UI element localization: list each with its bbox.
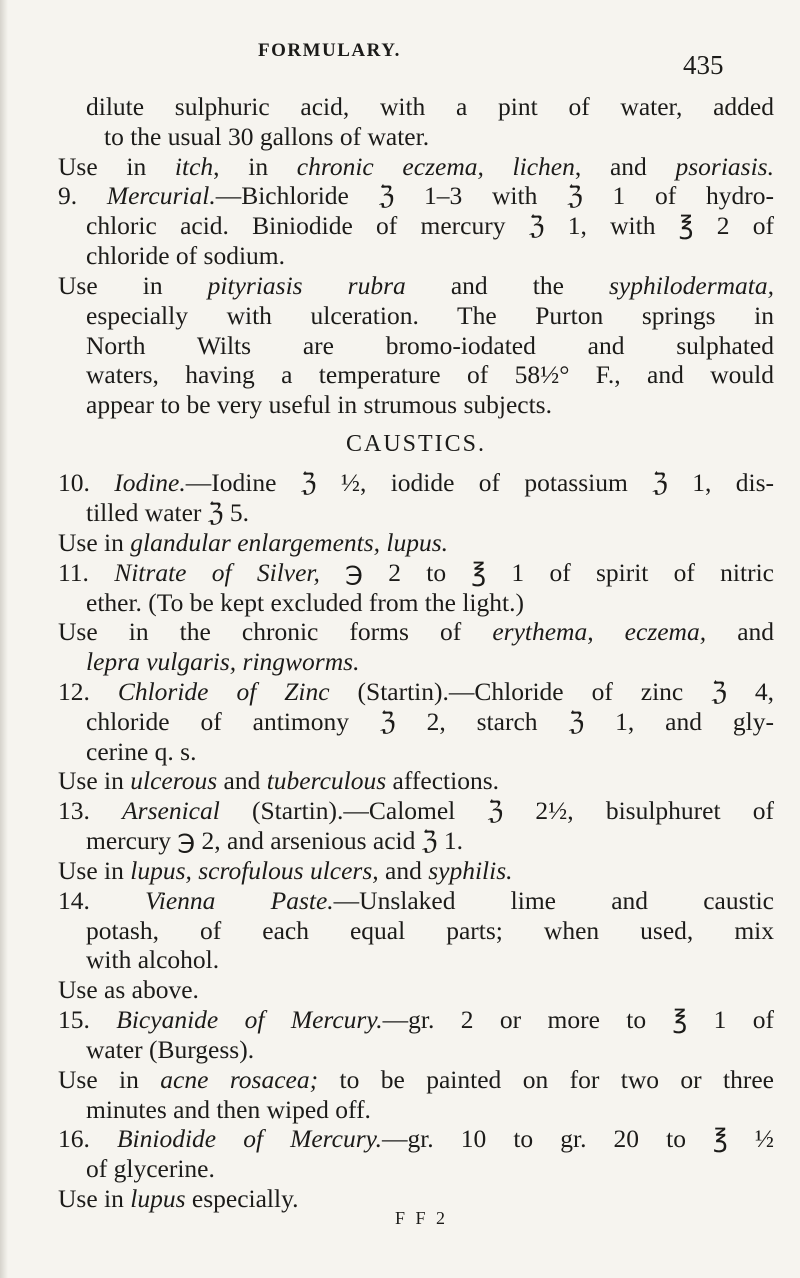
text-line: chloride of antimony ℨ 2, starch ℨ 1, and gly- <box>86 706 774 736</box>
text-line: ether. (To be kept excluded from the light.) <box>86 587 524 617</box>
text-line: North Wilts are bromo-iodated and sulphated <box>86 330 774 360</box>
usage-line: Use in lupus especially. <box>58 1184 299 1214</box>
text-line: tilled water ℨ 5. <box>86 498 249 528</box>
text-line: of glycerine. <box>86 1154 215 1184</box>
formula-entry-15: 15. Bicyanide of Mercury.—gr. 2 or more to ℥ 1 of <box>58 1005 774 1035</box>
text-line: potash, of each equal parts; when used, mix <box>86 915 774 945</box>
formula-entry-13: 13. Arsenical (Startin).—Calomel ℨ 2½, bisulphuret of <box>58 796 774 826</box>
text-line: chloride of sodium. <box>86 241 286 271</box>
usage-line: Use in itch, in chronic eczema, lichen, and psoriasis. <box>58 151 774 181</box>
text-line: dilute sulphuric acid, with a pint of water, added <box>86 92 774 121</box>
text-line: to the usual 30 gallons of water. <box>104 121 430 151</box>
usage-line: Use in lupus, scrofulous ulcers, and syphilis. <box>58 855 513 885</box>
text-line: cerine q. s. <box>86 736 197 766</box>
text-line: with alcohol. <box>86 945 220 975</box>
text-line: especially with ulceration. The Purton springs in <box>86 300 774 330</box>
usage-line: Use as above. <box>58 975 199 1005</box>
usage-line: Use in the chronic forms of erythema, eczema, and <box>58 617 775 647</box>
signature-mark: F F 2 <box>395 1208 449 1228</box>
page-gutter-shadow <box>0 0 8 1278</box>
text-line: minutes and then wiped off. <box>86 1094 371 1124</box>
usage-line: Use in glandular enlargements, lupus. <box>58 527 449 557</box>
text-line: appear to be very useful in strumous subjects. <box>86 390 552 420</box>
page-number: 435 <box>683 50 724 80</box>
body-text <box>58 92 774 1214</box>
formula-entry-16: 16. Biniodide of Mercury.—gr. 10 to gr. 20 to ℥ ½ <box>58 1124 774 1154</box>
formula-entry-10: 10. Iodine.—Iodine ℨ ½, iodide of potassium ℨ 1, dis- <box>58 468 774 498</box>
usage-line: Use in ulcerous and tuberculous affections. <box>58 766 499 796</box>
formula-entry-11: 11. Nitrate of Silver, ℈ 2 to ℥ 1 of spirit of nitric <box>58 557 775 587</box>
usage-line: Use in pityriasis rubra and the syphilodermata, <box>58 270 774 300</box>
text-line: lepra vulgaris, ringworms. <box>86 647 360 677</box>
formula-entry-12: 12. Chloride of Zinc (Startin).—Chloride of zinc ℨ 4, <box>58 676 774 706</box>
section-heading: CAUSTICS. <box>345 431 487 458</box>
text-line: water (Burgess). <box>86 1034 255 1064</box>
formula-entry-9: 9. Mercurial.—Bichloride ℨ 1–3 with ℨ 1 of hydro- <box>58 181 774 211</box>
usage-line: Use in acne rosacea; to be painted on for two or three <box>58 1064 774 1094</box>
text-line: waters, having a temperature of 58½° F., and would <box>86 360 774 390</box>
text-line: mercury ℈ 2, and arsenious acid ℨ 1. <box>86 826 463 856</box>
running-head: FORMULARY. <box>258 40 401 61</box>
text-line: chloric acid. Biniodide of mercury ℨ 1, with ℥ 2 of <box>86 211 774 241</box>
formula-entry-14: 14. Vienna Paste.—Unslaked lime and caustic <box>58 885 775 915</box>
